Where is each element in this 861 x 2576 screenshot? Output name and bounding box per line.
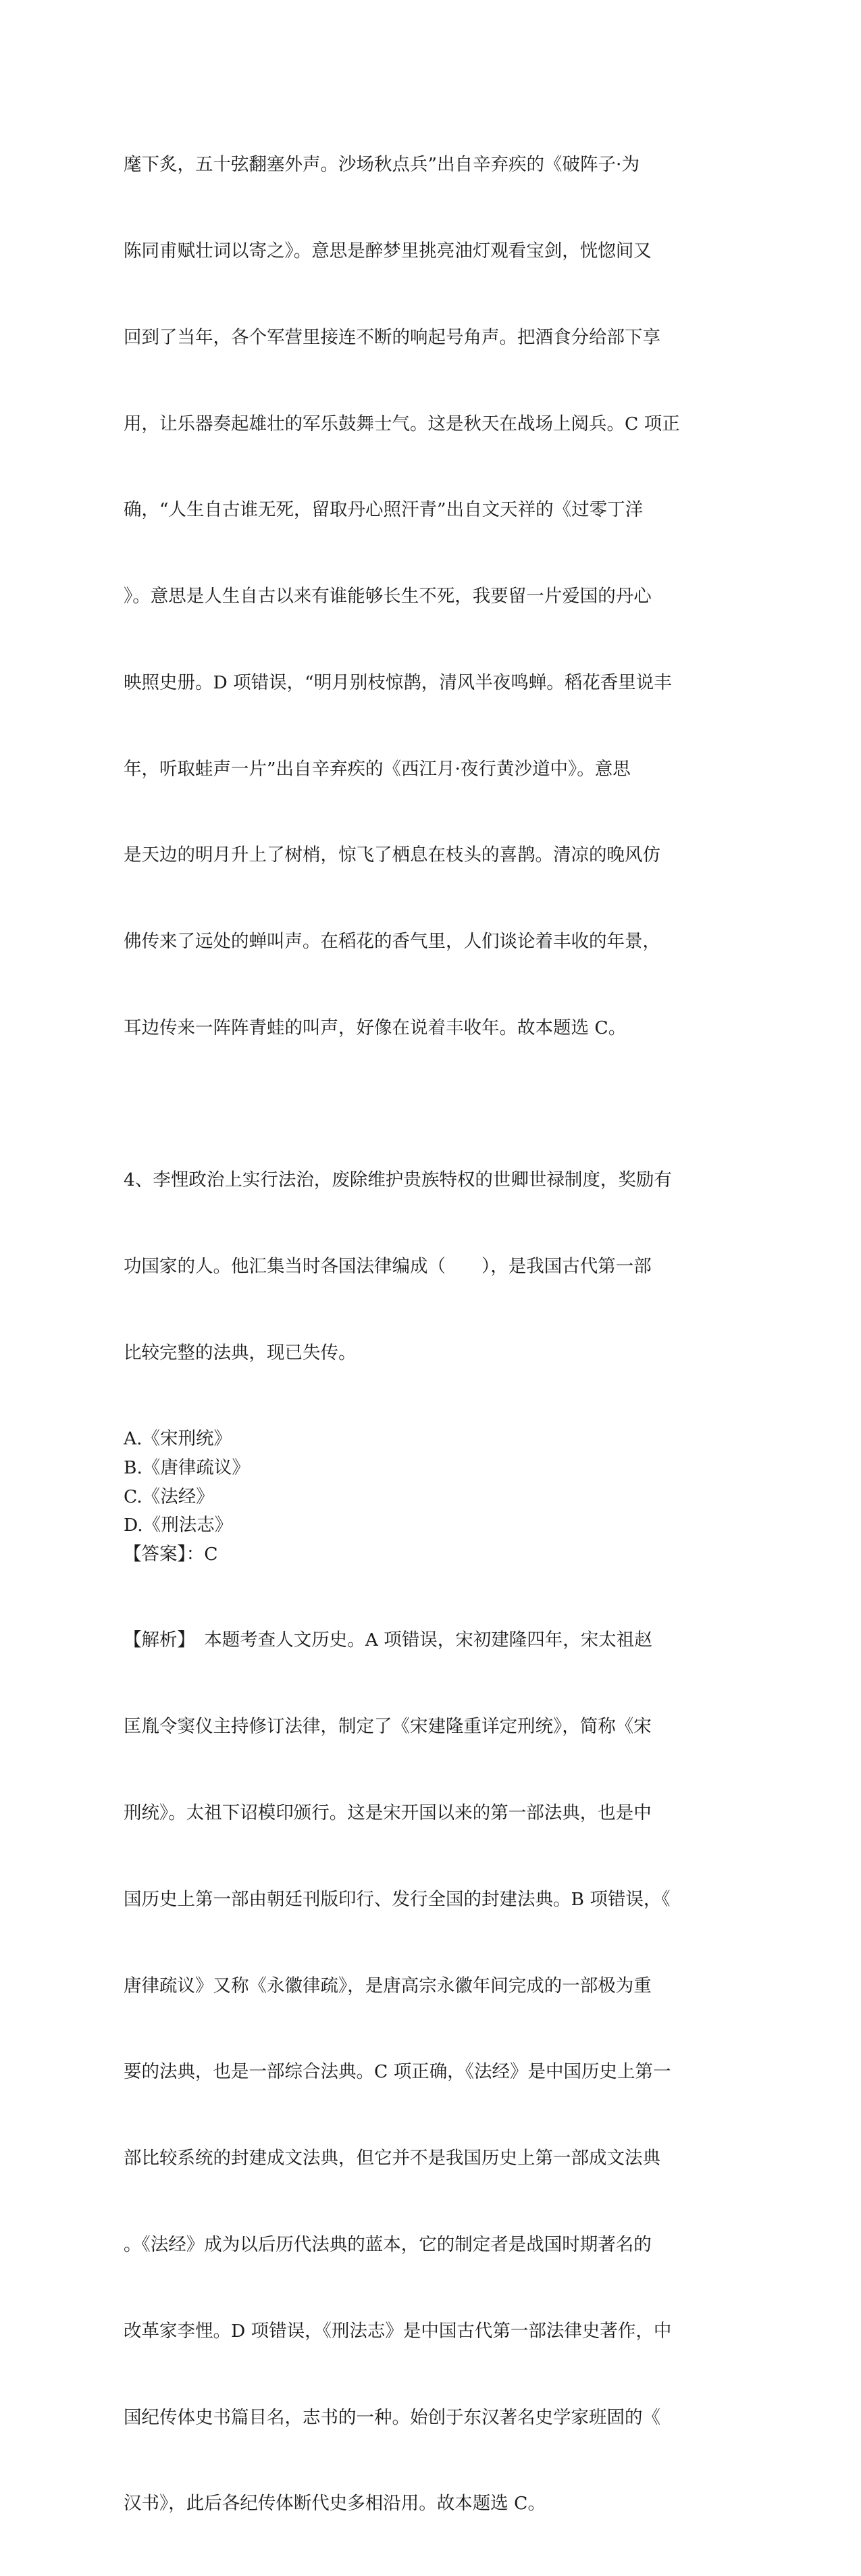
text-line: 佛传来了远处的蝉叫声。在稻花的香气里，人们谈论着丰收的年景， (124, 931, 660, 953)
option-b: B.《唐律疏议》 (124, 1457, 250, 1478)
text-line: 耳边传来一阵阵青蛙的叫声，好像在说着丰收年。故本题选 C。 (124, 1017, 627, 1038)
question-stem (124, 1109, 731, 1425)
explanation-line: 。《法经》成为以后历代法典的蓝本，它的制定者是战国时期著名的 (124, 2233, 652, 2255)
explanation-line: 唐律疏议》又称《永徽律疏》，是唐高宗永徽年间完成的一部极为重 (124, 1975, 652, 1996)
text-line: 麾下炙，五十弦翻塞外声。沙场秋点兵”出自辛弃疾的《破阵子·为 (124, 154, 640, 176)
text-line: 用，让乐器奏起雄壮的军乐鼓舞士气。这是秋天在战场上阅兵。C 项正 (124, 413, 680, 434)
question-line: 功国家的人。他汇集当时各国法律编成（ ），是我国古代第一部 (124, 1255, 652, 1277)
answer-label: 【答案】：C (124, 1543, 218, 1565)
option-c: C.《法经》 (124, 1486, 214, 1507)
explanation-line: 改革家李悝。D 项错误，《刑法志》是中国古代第一部法律史著作，中 (124, 2320, 672, 2342)
explanation (124, 1569, 731, 2576)
explanation-line: 【解析】 本题考查人文历史。A 项错误，宋初建隆四年，宋太祖赵 (124, 1630, 652, 1651)
text-line: 回到了当年，各个军营里接连不断的响起号角声。把酒食分给部下享 (124, 326, 660, 348)
explanation-line: 国历史上第一部由朝廷刊版印行、发行全国的封建法典。B 项错误，《 (124, 1888, 671, 1910)
option-d: D.《刑法志》 (124, 1515, 233, 1536)
document-page (124, 93, 731, 2576)
question-line: 4、李悝政治上实行法治，废除维护贵族特权的世卿世禄制度，奖励有 (124, 1169, 672, 1190)
text-line: 是天边的明月升上了树梢，惊飞了栖息在枝头的喜鹊。清凉的晚风仿 (124, 844, 660, 866)
explanation-line: 部比较系统的封建成文法典，但它并不是我国历史上第一部成文法典 (124, 2148, 660, 2169)
previous-explanation (124, 93, 731, 1101)
explanation-line: 汉书》，此后各纪传体断代史多相沿用。故本题选 C。 (124, 2493, 546, 2515)
text-line: 》。意思是人生自古以来有谁能够长生不死，我要留一片爱国的丹心 (124, 586, 652, 607)
question-line: 比较完整的法典，现已失传。 (124, 1342, 357, 1363)
explanation-line: 刑统》。太祖下诏模印颁行。这是宋开国以来的第一部法典，也是中 (124, 1802, 652, 1824)
option-a: A.《宋刑统》 (124, 1428, 232, 1450)
text-line: 年，听取蛙声一片”出自辛弃疾的《西江月·夜行黄沙道中》。意思 (124, 758, 631, 780)
explanation-line: 国纪传体史书篇目名，志书的一种。始创于东汉著名史学家班固的《 (124, 2406, 660, 2428)
explanation-line: 要的法典，也是一部综合法典。C 项正确，《法经》是中国历史上第一 (124, 2061, 671, 2083)
explanation-line: 匡胤令窦仪主持修订法律，制定了《宋建隆重详定刑统》，简称《宋 (124, 1716, 652, 1738)
text-line: 确，“人生自古谁无死，留取丹心照汗青”出自文天祥的《过零丁洋 (124, 499, 644, 521)
text-line: 陈同甫赋壮词以寄之》。意思是醉梦里挑亮油灯观看宝剑，恍惚间又 (124, 240, 652, 261)
text-line: 映照史册。D 项错误，“明月别枝惊鹊，清风半夜鸣蝉。稻花香里说丰 (124, 672, 672, 693)
